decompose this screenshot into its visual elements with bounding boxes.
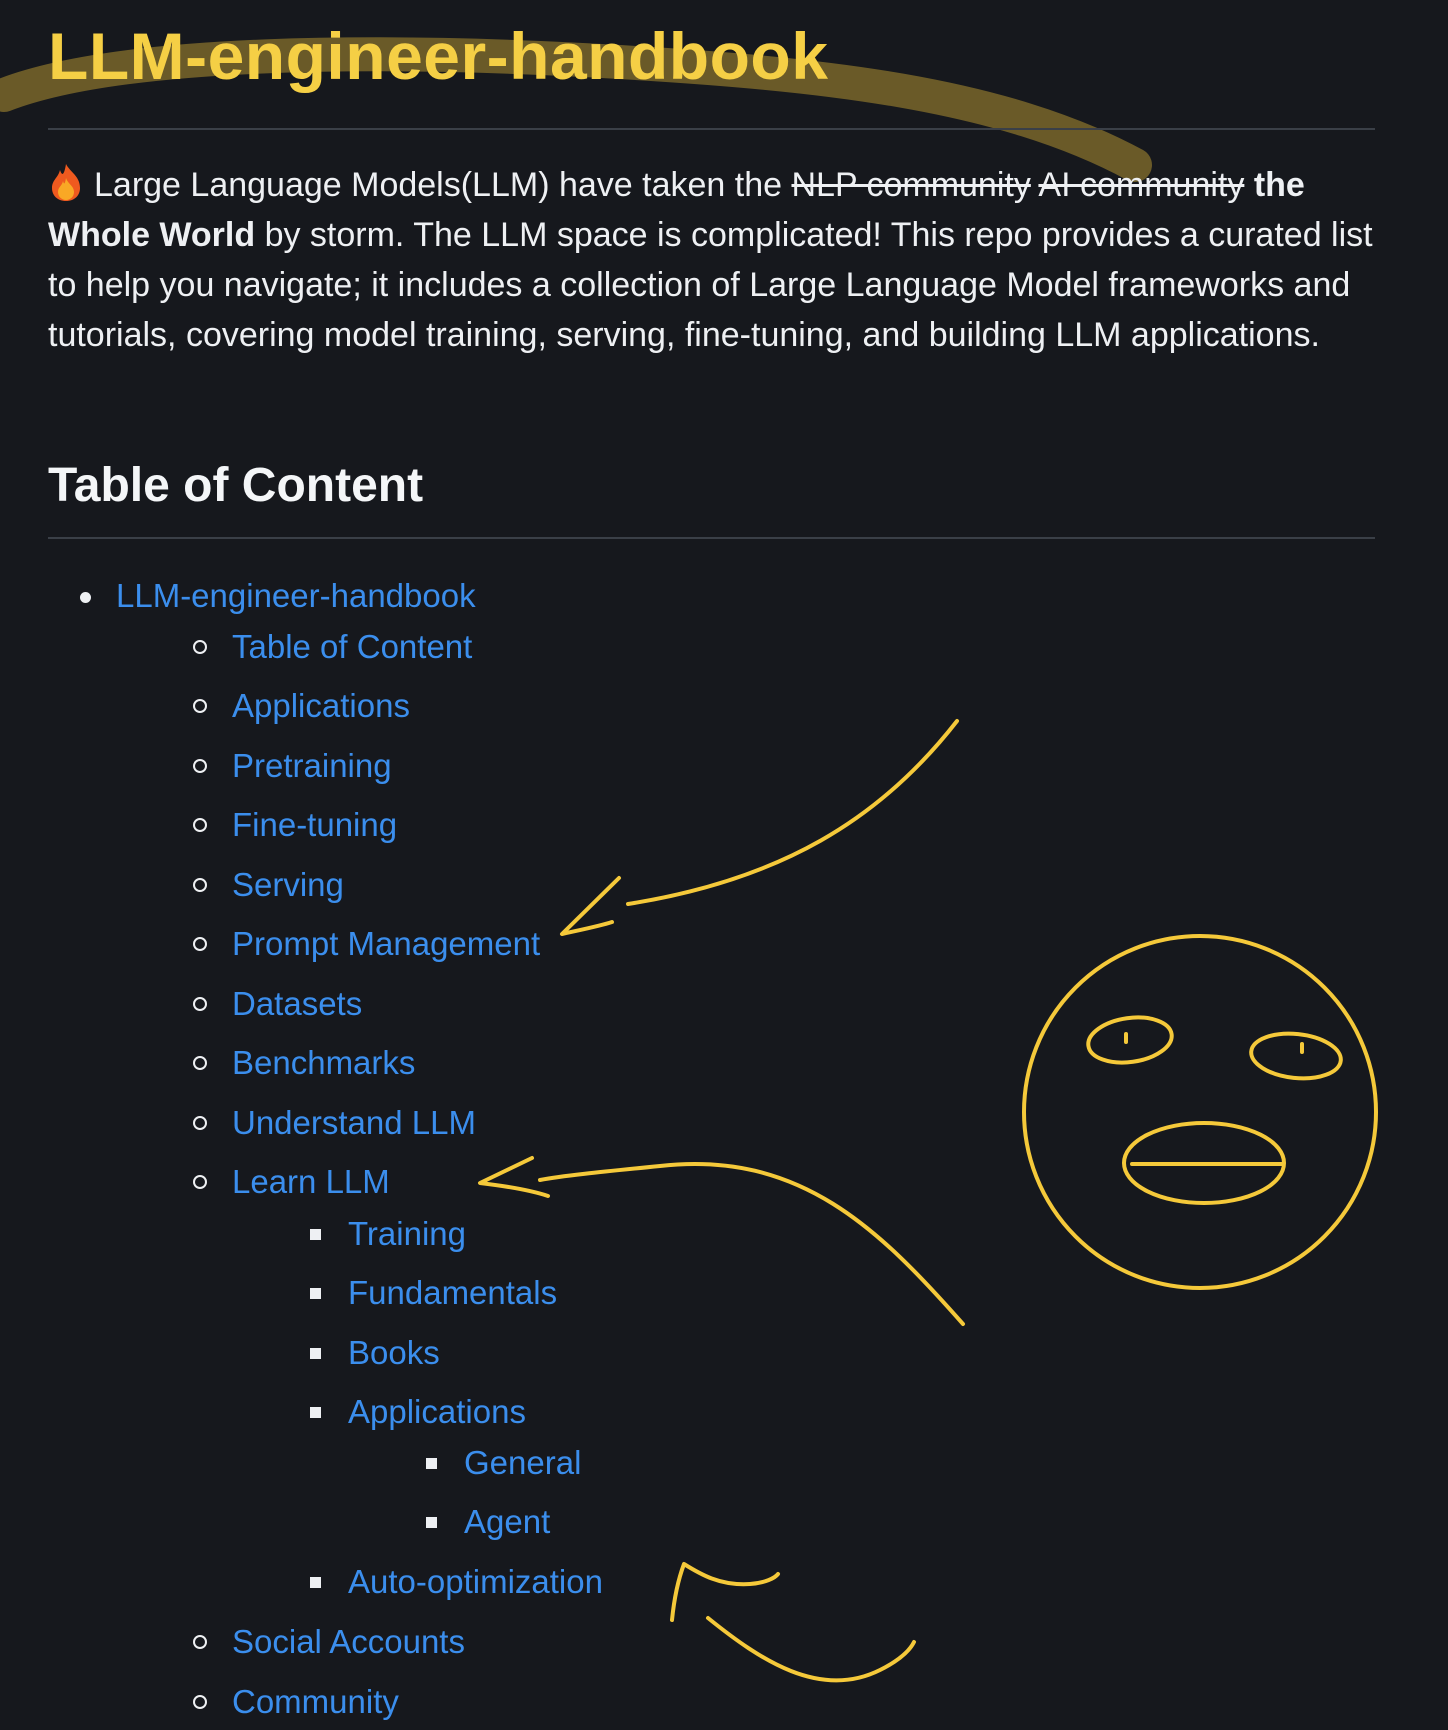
face-outline — [1024, 936, 1376, 1288]
bullet-square — [426, 1517, 437, 1528]
toc-link-prompt-management[interactable]: Prompt Management — [232, 925, 541, 962]
toc-link-pretraining[interactable]: Pretraining — [232, 747, 392, 784]
arrow-to-learn-llm — [540, 1164, 963, 1324]
bullet-square — [310, 1348, 321, 1359]
bullet-disc — [80, 592, 91, 603]
bullet-circle — [193, 1635, 207, 1649]
toc-link-community[interactable]: Community — [232, 1683, 399, 1720]
toc-divider — [48, 537, 1375, 539]
toc-link-learn-applications[interactable]: Applications — [348, 1393, 526, 1430]
title-divider — [48, 128, 1375, 130]
bullet-square — [310, 1577, 321, 1588]
intro-text-1: Large Language Models(LLM) have taken the — [94, 166, 783, 204]
bullet-square — [310, 1229, 321, 1240]
arrowhead-learn-llm — [480, 1158, 548, 1196]
arrow-to-prompt-management — [628, 721, 957, 904]
bullet-square — [426, 1458, 437, 1469]
bullet-circle — [193, 878, 207, 892]
toc-link-root[interactable]: LLM-engineer-handbook — [116, 577, 476, 614]
toc-link-training[interactable]: Training — [348, 1215, 466, 1252]
squiggle-arrow — [672, 1564, 778, 1620]
face-mouth — [1124, 1123, 1284, 1203]
page-title: LLM-engineer-handbook — [48, 19, 829, 93]
toc-link-serving[interactable]: Serving — [232, 866, 344, 903]
toc-link-fine-tuning[interactable]: Fine-tuning — [232, 806, 398, 843]
toc-link-social-accounts[interactable]: Social Accounts — [232, 1623, 465, 1660]
bullet-circle — [193, 699, 207, 713]
toc-link-table-of-content[interactable]: Table of Content — [232, 628, 473, 665]
intro-paragraph — [48, 160, 1375, 360]
bullet-circle — [193, 937, 207, 951]
toc-heading: Table of Content — [48, 459, 424, 512]
toc-link-fundamentals[interactable]: Fundamentals — [348, 1274, 558, 1311]
bullet-circle — [193, 759, 207, 773]
toc-link-agent[interactable]: Agent — [464, 1503, 551, 1540]
bullet-circle — [193, 640, 207, 654]
toc-link-applications[interactable]: Applications — [232, 687, 410, 724]
bullet-circle — [193, 1116, 207, 1130]
toc-link-auto-optimization[interactable]: Auto-optimization — [348, 1563, 603, 1600]
bullet-square — [310, 1407, 321, 1418]
bullet-circle — [193, 997, 207, 1011]
intro-bold: the Whole World — [48, 166, 1305, 254]
toc-link-benchmarks[interactable]: Benchmarks — [232, 1044, 416, 1081]
bullet-circle — [193, 1695, 207, 1709]
curve-below-auto-optimization — [708, 1618, 914, 1680]
toc-link-learn-llm[interactable]: Learn LLM — [232, 1163, 390, 1200]
bullet-square — [310, 1288, 321, 1299]
bullet-circle — [193, 1175, 207, 1189]
toc-link-datasets[interactable]: Datasets — [232, 985, 363, 1022]
intro-text-2: by storm. The LLM space is complicated! This repo provides a curated list to help you navigate; it includes a collection of Large Language Model frameworks and tutorials, covering model training, serving, fine-tuning, and building LLM applications. — [48, 216, 1373, 354]
face-right-eye — [1249, 1029, 1343, 1082]
arrowhead-prompt-management — [562, 878, 619, 934]
bullet-circle — [193, 818, 207, 832]
face-left-eye — [1085, 1012, 1174, 1067]
fire-icon — [48, 162, 84, 202]
intro-strike-1: NLP community — [791, 166, 1031, 204]
intro-strike-2: AI community — [1038, 166, 1245, 204]
toc-link-books[interactable]: Books — [348, 1334, 440, 1371]
bullet-circle — [193, 1056, 207, 1070]
toc-link-understand-llm[interactable]: Understand LLM — [232, 1104, 476, 1141]
toc-link-general[interactable]: General — [464, 1444, 582, 1481]
